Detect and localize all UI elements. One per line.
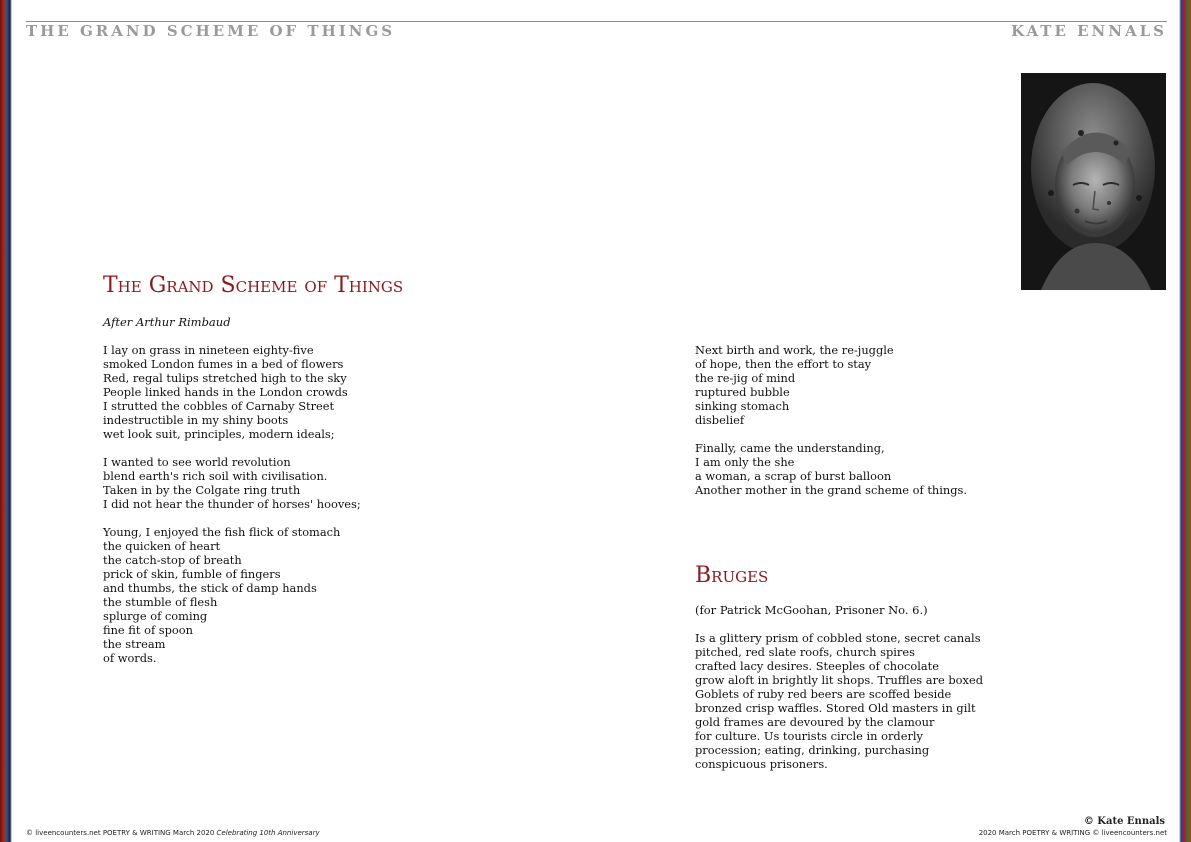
poem-line: Is a glittery prism of cobbled stone, secret canals (695, 631, 981, 645)
stanza-break (103, 511, 361, 525)
poem1-column1 (103, 343, 361, 665)
poem-line: conspicuous prisoners. (695, 757, 828, 771)
poem-line: splurge of coming (103, 609, 208, 623)
poem-line: I lay on grass in nineteen eighty-five (103, 343, 314, 357)
poem-line: indestructible in my shiny boots (103, 413, 289, 427)
poem-line: the re-jig of mind (695, 371, 796, 385)
poem2-lines (695, 631, 983, 771)
running-header-title: THE GRAND SCHEME OF THINGS (26, 22, 396, 40)
poem-line: of hope, then the effort to stay (695, 357, 872, 371)
poem-line: fine fit of spoon (103, 623, 193, 637)
poem-line: I wanted to see world revolution (103, 455, 291, 469)
poem-line: a woman, a scrap of burst balloon (695, 469, 892, 483)
poem-title-bruges: Bruges (695, 563, 769, 588)
poem-line: smoked London fumes in a bed of flowers (103, 357, 344, 371)
statue-photo (1021, 73, 1166, 290)
stanza-break (103, 441, 361, 455)
statue-photo-graphic (1021, 73, 1166, 290)
page (12, 0, 1179, 842)
poem-line: the quicken of heart (103, 539, 221, 553)
poem-line: crafted lacy desires. Steeples of chocolate (695, 659, 939, 673)
poem-dedication-rimbaud: After Arthur Rimbaud (103, 315, 231, 329)
footer-left (26, 829, 320, 837)
poem-title-grand-scheme: The Grand Scheme of Things (103, 273, 404, 298)
poem-line: Young, I enjoyed the fish flick of stomach (103, 525, 341, 539)
poem-line: of words. (103, 651, 157, 665)
poem-line: procession; eating, drinking, purchasing (695, 743, 930, 757)
poem-line: and thumbs, the stick of damp hands (103, 581, 317, 595)
poem-line: the stumble of flesh (103, 595, 218, 609)
poem-line: I am only the she (695, 455, 795, 469)
poem-line: prick of skin, fumble of fingers (103, 567, 281, 581)
poem-line: People linked hands in the London crowds (103, 385, 348, 399)
poem-line: blend earth's rich soil with civilisation. (103, 469, 328, 483)
running-header-author: KATE ENNALS (1011, 22, 1167, 40)
poem-line: Finally, came the understanding, (695, 441, 885, 455)
poem-line: grow aloft in brightly lit shops. Truffles are boxed (695, 673, 983, 687)
footer-left-main: © liveencounters.net POETRY & WRITING March 2020 (26, 829, 217, 837)
poem-line: ruptured bubble (695, 385, 790, 399)
footer-left-anniversary: Celebrating 10th Anniversary (216, 829, 320, 837)
poem-line: disbelief (695, 413, 745, 427)
poem-dedication-mcgoohan: (for Patrick McGoohan, Prisoner No. 6.) (695, 603, 928, 617)
poem-line: pitched, red slate roofs, church spires (695, 645, 915, 659)
poem-line: the stream (103, 637, 166, 651)
poem-line: bronzed crisp waffles. Stored Old masters in gilt (695, 701, 976, 715)
poem-line: for culture. Us tourists circle in orderly (695, 729, 923, 743)
poem-line: I strutted the cobbles of Carnaby Street (103, 399, 335, 413)
poem-line: I did not hear the thunder of horses' hooves; (103, 497, 361, 511)
poem1-column2 (695, 343, 967, 497)
poem-line: sinking stomach (695, 399, 790, 413)
footer-right: 2020 March POETRY & WRITING © liveencounters.net (978, 829, 1167, 837)
poem-line: gold frames are devoured by the clamour (695, 715, 935, 729)
author-copyright: © Kate Ennals (1083, 816, 1165, 827)
poem-line: Next birth and work, the re-juggle (695, 343, 894, 357)
poem-line: Taken in by the Colgate ring truth (103, 483, 301, 497)
stanza-break (695, 427, 967, 441)
poem-line: wet look suit, principles, modern ideals; (103, 427, 335, 441)
poem-line: Goblets of ruby red beers are scoffed beside (695, 687, 952, 701)
poem-line: Red, regal tulips stretched high to the sky (103, 371, 347, 385)
poem-line: the catch-stop of breath (103, 553, 242, 567)
poem-line: Another mother in the grand scheme of things. (695, 483, 967, 497)
